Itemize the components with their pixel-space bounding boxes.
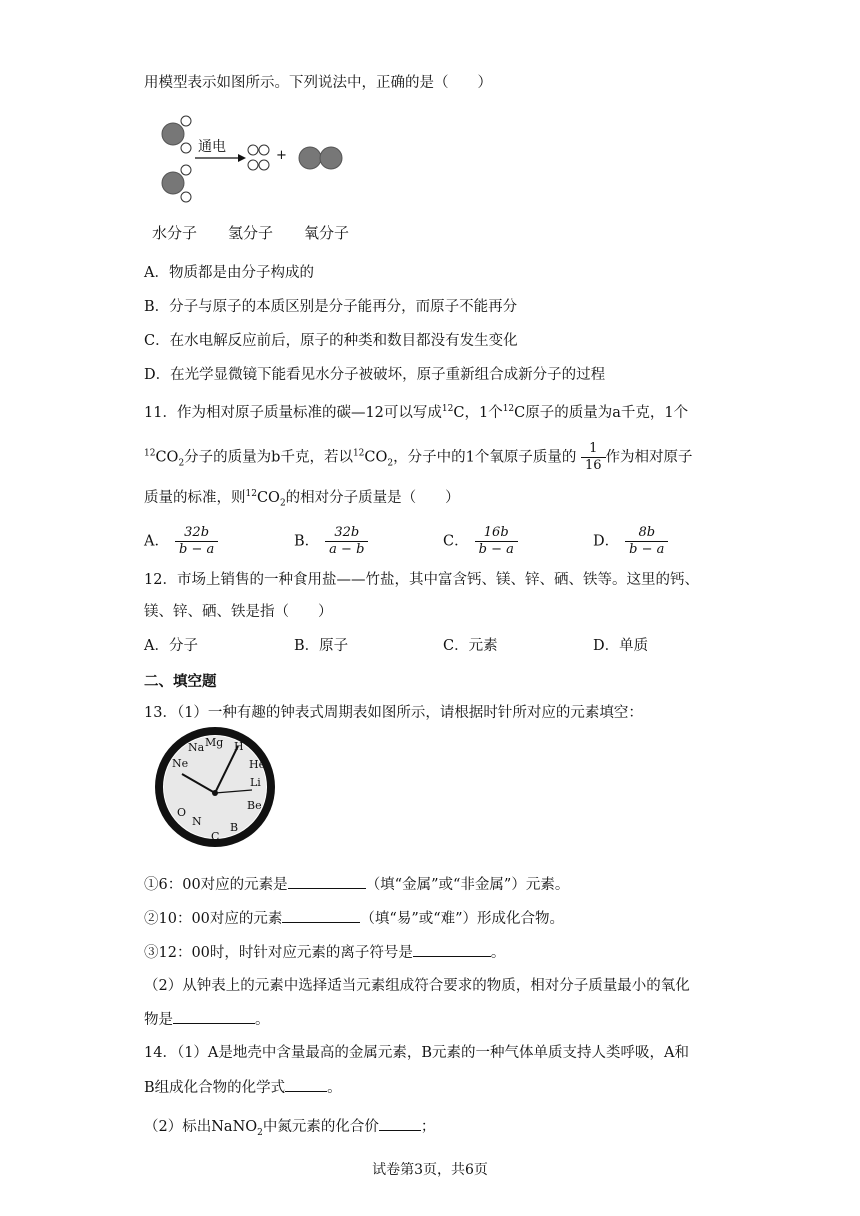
clock-label-na: Na: [188, 741, 205, 754]
clock-label-o: O: [177, 806, 187, 819]
q12-option-b: B．原子: [294, 638, 349, 654]
arrow-label: 通电: [198, 139, 226, 155]
clock-label-li: Li: [250, 776, 261, 789]
q12-line-1: 12．市场上销售的一种食用盐——竹盐，其中富含钙、镁、锌、硒、铁等。这里的钙、: [144, 572, 699, 588]
q14-line-3: （2）标出NaNO$_2$中氮元素的化合价 ；: [144, 1116, 435, 1143]
q11-line-2: $^{12}CO_2$分子的质量为b千克，若以$^{12}CO_2$，分子中的1个氧原子质量的 $\frac{1}{16}$ 作为相对原子: [144, 441, 693, 473]
q12-option-d: D．单质: [593, 638, 649, 654]
q13-part-3: ③12：00时，时针对应元素的离子符号是 。: [144, 942, 505, 963]
label-water-molecule: 水分子: [152, 224, 198, 242]
water-molecule-top: [162, 116, 191, 153]
oxygen-molecule: [299, 147, 342, 169]
clock-label-be: Be: [247, 799, 262, 812]
clock-label-n: N: [192, 815, 202, 828]
page-footer: 试卷第3页，共6页: [372, 1162, 488, 1178]
q11-line-1: 11．作为相对原子质量标准的碳—12可以写成$^{12}$C，1个$^{12}$C原子的质量为a千克，1个: [144, 404, 689, 421]
water-molecule-bottom: [162, 165, 191, 202]
q14-line-1: 14．（1）A是地壳中含量最高的金属元素，B元素的一种气体单质支持人类呼吸，A和: [144, 1045, 690, 1061]
label-oxygen-molecule: 氧分子: [304, 224, 350, 242]
answer-blank[interactable]: [379, 1116, 421, 1131]
q13-part-2: ②10：00对应的元素 （填“易”或“难”）形成化合物。: [144, 908, 564, 929]
q10-stem: 用模型表示如图所示。下列说法中，正确的是（ ）: [144, 75, 492, 91]
q12-line-2: 镁、锌、硒、铁是指（ ）: [144, 604, 333, 620]
clock-label-mg: Mg: [205, 736, 224, 749]
clock-label-h: H: [234, 740, 244, 753]
q11-option-b: B． $\frac{32b}{a - b}$: [294, 525, 368, 558]
hydrogen-molecules: [248, 145, 269, 170]
q13-intro: 13．（1）一种有趣的钟表式周期表如图所示，请根据时针所对应的元素填空：: [144, 705, 643, 721]
q10-option-a: A．物质都是由分子构成的: [144, 265, 314, 281]
q11-line-3: 质量的标准，则$^{12}CO_2$的相对分子质量是（ ）: [144, 489, 460, 509]
q11-option-c: C． $\frac{16b}{b - a}$: [443, 525, 518, 558]
answer-blank[interactable]: [282, 908, 360, 923]
section-title: 二、填空题: [144, 673, 217, 690]
clock-label-ne: Ne: [172, 757, 189, 770]
clock-label-b: B: [230, 821, 239, 834]
plus-sign: +: [276, 148, 287, 163]
clock-periodic-table: [152, 724, 278, 850]
q13-part-4-line-1: （2）从钟表上的元素中选择适当元素组成符合要求的物质，相对分子质量最小的氧化: [144, 978, 690, 994]
q12-option-a: A．分子: [144, 638, 198, 654]
q11-option-a: A． $\frac{32b}{b - a}$: [144, 525, 218, 558]
q12-option-c: C．元素: [443, 638, 498, 654]
q13-part-4-line-2: 物是 。: [144, 1009, 270, 1030]
clock-label-he: He: [249, 758, 266, 771]
answer-blank[interactable]: [413, 942, 491, 957]
arrow-head: [238, 154, 246, 162]
q10-option-b: B．分子与原子的本质区别是分子能再分，而原子不能再分: [144, 299, 518, 315]
q10-option-d: D．在光学显微镜下能看见水分子被破坏，原子重新组合成新分子的过程: [144, 367, 606, 383]
clock-label-c: C: [211, 830, 220, 843]
q14-line-2: B组成化合物的化学式 。: [144, 1077, 342, 1098]
answer-blank[interactable]: [285, 1077, 327, 1092]
electrolysis-diagram: [150, 112, 380, 207]
q10-option-c: C．在水电解反应前后，原子的种类和数目都没有发生变化: [144, 333, 518, 349]
q13-part-1: ①6：00对应的元素是 （填“金属”或“非金属”）元素。: [144, 874, 569, 895]
answer-blank[interactable]: [288, 874, 366, 889]
q11-option-d: D． $\frac{8b}{b - a}$: [593, 525, 668, 558]
answer-blank[interactable]: [173, 1009, 255, 1024]
one-sixteenth-fraction: $\frac{1}{16}$: [581, 441, 606, 474]
label-hydrogen-molecule: 氢分子: [228, 224, 274, 242]
